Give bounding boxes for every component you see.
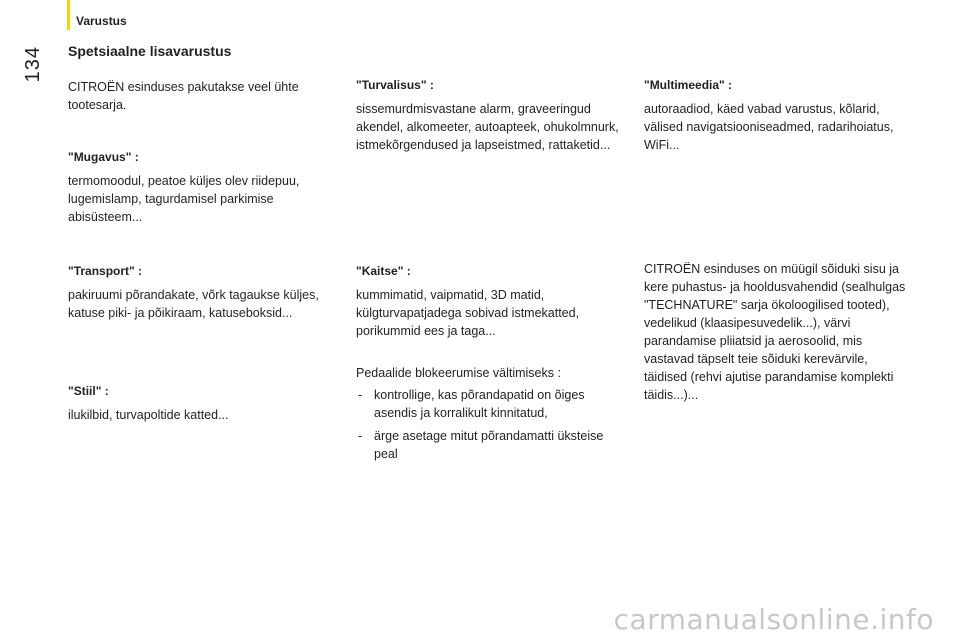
list-item: - ärge asetage mitut põrandamatti üksteise peal xyxy=(356,427,624,463)
category-text: sissemurdmisvastane alarm, graveeringud akendel, alkomeeter, autoapteek, ohukolmnurk, istmekõrgendused ja lapseistmed, rattaketid... xyxy=(356,102,619,152)
intro-paragraph xyxy=(68,78,330,114)
pedals-list xyxy=(356,386,624,463)
category-heading: "Kaitse" : xyxy=(356,264,411,278)
category-mugavus xyxy=(68,148,330,226)
category-text: ilukilbid, turvapoltide katted... xyxy=(68,408,229,422)
maintenance-paragraph xyxy=(644,260,914,404)
section-label: Varustus xyxy=(76,14,127,28)
category-text: autoraadiod, käed vabad varustus, kõlarid, välised navigatsiooniseadmed, radarihoiatus, WiFi... xyxy=(644,102,894,152)
category-heading: "Transport" : xyxy=(68,264,143,278)
page-number: 134 xyxy=(22,46,44,83)
list-item: - kontrollige, kas põrandapatid on õiges asendis ja korralikult kinnitatud, xyxy=(356,386,624,422)
pedals-intro: Pedaalide blokeerumise vältimiseks : xyxy=(356,366,561,380)
category-text: termomoodul, peatoe küljes olev riidepuu, lugemislamp, tagurdamisel parkimise abisüsteem... xyxy=(68,174,300,224)
category-transport xyxy=(68,262,330,322)
category-kaitse xyxy=(356,262,624,340)
page-title: Spetsiaalne lisavarustus xyxy=(68,43,232,59)
watermark: carmanualsonline.info xyxy=(613,603,934,636)
category-heading: "Turvalisus" : xyxy=(356,78,434,92)
category-multimeedia xyxy=(644,76,914,154)
category-heading: "Multimeedia" : xyxy=(644,78,733,92)
category-text: pakiruumi põrandakate, võrk tagaukse küljes, katuse piki- ja põikiraam, katuseboksid... xyxy=(68,288,319,320)
category-stiil xyxy=(68,382,330,424)
intro-text: CITROËN esinduses pakutakse veel ühte tootesarja. xyxy=(68,80,299,112)
category-turvalisus xyxy=(356,76,624,154)
category-text: kummimatid, vaipmatid, 3D matid, külgturvapatjadega sobivad istmekatted, porikummid ees ja taga... xyxy=(356,288,580,338)
pedals-warning xyxy=(356,364,624,468)
category-heading: "Stiil" : xyxy=(68,384,109,398)
accent-bar xyxy=(67,0,70,30)
category-heading: "Mugavus" : xyxy=(68,150,139,164)
maintenance-text: CITROËN esinduses on müügil sõiduki sisu ja kere puhastus- ja hooldusvahendid (sealhulgas "TECHNATURE" sarja ökoloogilised tooted), vedelikud (klaasipesuvedelik...), värvi parandamise pliiatsid ja aerosoolid, mis vastavad täpselt teie sõiduki kerevärvile, täidised (rehvi ajutise parandamise komplekti täidis...)... xyxy=(644,262,906,402)
